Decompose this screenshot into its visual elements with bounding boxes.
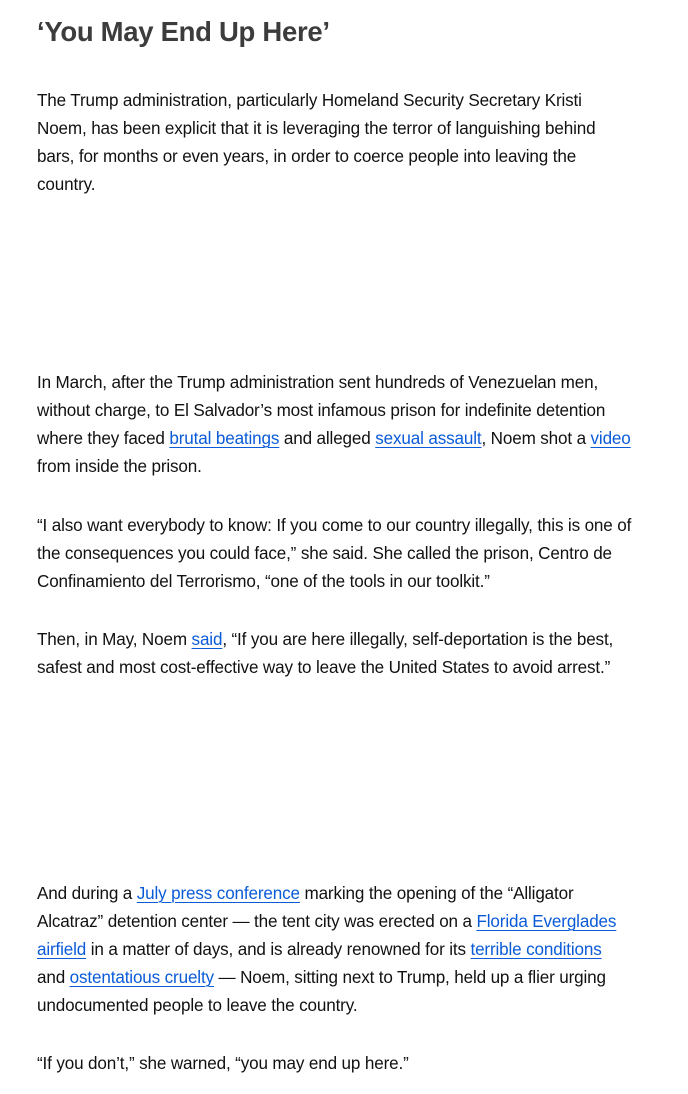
paragraph-text: , “If you are here illegally, self-deportation is the best, safest and most cost-effective way to leave the United States to avoid arrest.” [37,630,614,677]
paragraph-text: and [37,968,70,987]
paragraph-july-alligator-alcatraz [37,880,633,1020]
paragraph-text: from inside the prison. [37,457,202,476]
paragraph-text: — Noem, sitting next to Trump, held up a flier urging undocumented people to leave the country. [37,968,606,1015]
paragraph-quote-consequences [37,512,633,596]
paragraph-text: “I also want everybody to know: If you come to our country illegally, this is one of the consequences you could face,” she said. She called the prison, Centro de Confinamiento del Terrorismo, “one of the tools in our toolkit.” [37,516,632,591]
paragraph-closing-quote [37,1050,633,1078]
paragraph-text: , Noem shot a [481,429,591,448]
link-brutal-beatings[interactable]: brutal beatings [169,429,280,448]
paragraph-text: marking the opening of the “Alligator Alcatraz” detention center — the tent city was erected on a [37,884,574,931]
link-ostentatious-cruelty[interactable]: ostentatious cruelty [69,968,214,987]
paragraph-text: “If you don’t,” she warned, “you may end up here.” [37,1054,409,1073]
paragraph-text: and alleged [279,429,376,448]
paragraph-text: Then, in May, Noem [37,630,192,649]
paragraph-text: The Trump administration, particularly Homeland Security Secretary Kristi Noem, has been explicit that it is leveraging the terror of languishing behind bars, for months or even years, in order to coerce people into leaving the country. [37,91,596,194]
paragraph-text: In March, after the Trump administration sent hundreds of Venezuelan men, without charge, to El Salvador’s most infamous prison for indefinite detention where they faced [37,373,606,448]
paragraph-text: in a matter of days, and is already renowned for its [86,940,471,959]
section-heading: ‘You May End Up Here’ [37,16,330,47]
paragraph-march-video [37,369,633,481]
link-terrible-conditions[interactable]: terrible conditions [470,940,602,959]
link-florida-everglades-airfield[interactable]: Florida Everglades airfield [37,912,617,959]
link-said[interactable]: said [191,630,223,649]
link-july-press-conference[interactable]: July press conference [136,884,300,903]
paragraph-may-self-deportation [37,626,633,682]
link-sexual-assault[interactable]: sexual assault [375,429,482,448]
paragraph-administration-terror [37,87,633,199]
link-video[interactable]: video [590,429,631,448]
paragraph-text: And during a [37,884,137,903]
